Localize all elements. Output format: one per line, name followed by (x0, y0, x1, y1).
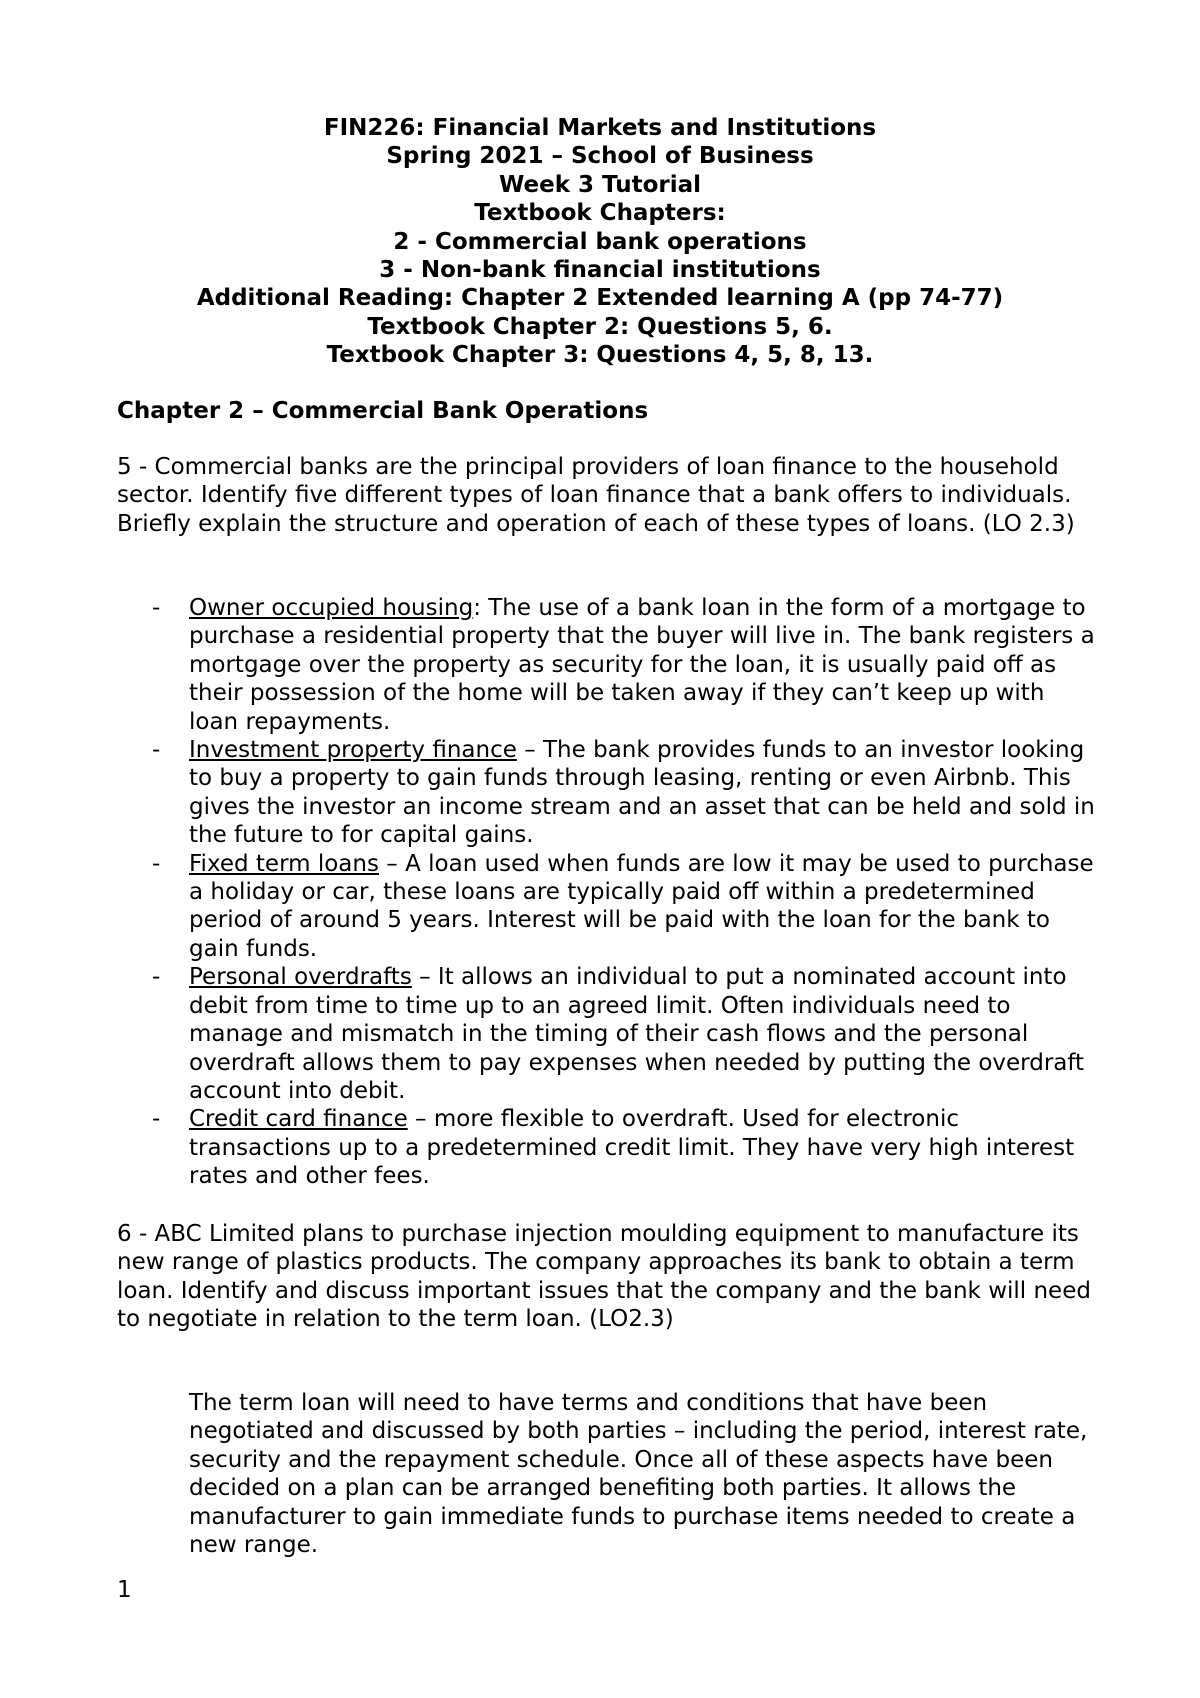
chapter-3-questions-line: Textbook Chapter 3: Questions 4, 5, 8, 13. (326, 342, 874, 369)
section-heading: Chapter 2 – Commercial Bank Operations (117, 398, 649, 424)
list-item-term: Credit card finance (189, 1106, 408, 1133)
document-header (0, 114, 1200, 370)
chapter-2-questions-line: Textbook Chapter 2: Questions 5, 6. (367, 313, 833, 340)
list-dash: - (152, 1106, 161, 1133)
additional-reading-line: Additional Reading: Chapter 2 Extended learning A (pp 74-77) (196, 285, 1004, 312)
list-item-text: : The use of a bank loan in the form of a mortgage to purchase a residential property that the buyer will live in. The bank registers a mortgage over the property as security for the loan, it is usually paid off as their possession of the home will be taken away if they can’t keep up with loan repayments. (189, 595, 1095, 735)
list-item (117, 850, 1097, 964)
list-item (117, 736, 1097, 850)
chapter-2-line: 2 - Commercial bank operations (393, 228, 807, 255)
list-item (117, 1105, 1097, 1190)
list-item-term: Fixed term loans (189, 850, 379, 877)
list-dash: - (152, 737, 161, 764)
textbook-chapters-label: Textbook Chapters: (474, 200, 726, 227)
list-item-term: Owner occupied housing (189, 595, 474, 621)
list-dash: - (152, 850, 161, 877)
list-item-term: Personal overdrafts (189, 964, 412, 991)
list-item-text: – It allows an individual to put a nominated account into debit from time to time up to an agreed limit. Often individuals need to manage and mismatch in the timing of their cash flows and the personal overdraft allows them to pay expenses when needed by putting the overdraft account into debit. (189, 964, 1085, 1104)
list-item-term: Investment property finance (189, 737, 517, 764)
question-5: 5 - Commercial banks are the principal providers of loan finance to the household sector. Identify five different types of loan finance that a bank offers to individuals. Briefly explain the structure and operation of each of these types of loans. (LO 2.3) (117, 454, 1075, 537)
list-dash: - (152, 595, 161, 621)
page-number: 1 (117, 1577, 132, 1603)
list-item (117, 963, 1097, 1105)
list-item-text: – A loan used when funds are low it may be used to purchase a holiday or car, these loans are typically paid off within a predetermined period of around 5 years. Interest will be paid with the loan for the bank to gain funds. (189, 850, 1094, 962)
list-dash: - (152, 964, 161, 991)
list-item-text: – more flexible to overdraft. Used for electronic transactions up to a predetermined credit limit. They have very high interest rates and other fees. (189, 1106, 1075, 1190)
chapter-3-line: 3 - Non-bank financial institutions (379, 257, 821, 284)
list-item (117, 594, 1097, 736)
semester-line: Spring 2021 – School of Business (386, 143, 814, 170)
answer-6: The term loan will need to have terms and conditions that have been negotiated and discussed by both parties – including the period, interest rate, security and the repayment schedule. Once all of these aspects have been decided on a plan can be arranged benefiting both parties. It allows the manufacturer to gain immediate funds to purchase items needed to create a new range. (189, 1390, 1088, 1559)
question-6: 6 - ABC Limited plans to purchase injection moulding equipment to manufacture its new range of plastics products. The company approaches its bank to obtain a term loan. Identify and discuss important issues that the company and the bank will need to negotiate in relation to the term loan. (LO2.3) (117, 1221, 1091, 1333)
list-item-text: – The bank provides funds to an investor looking to buy a property to gain funds through leasing, renting or even Airbnb. This gives the investor an income stream and an asset that can be held and sold in the future to for capital gains. (189, 737, 1095, 849)
course-title: FIN226: Financial Markets and Institutions (323, 115, 877, 141)
week-line: Week 3 Tutorial (498, 171, 702, 198)
loan-types-list (117, 594, 1097, 1191)
